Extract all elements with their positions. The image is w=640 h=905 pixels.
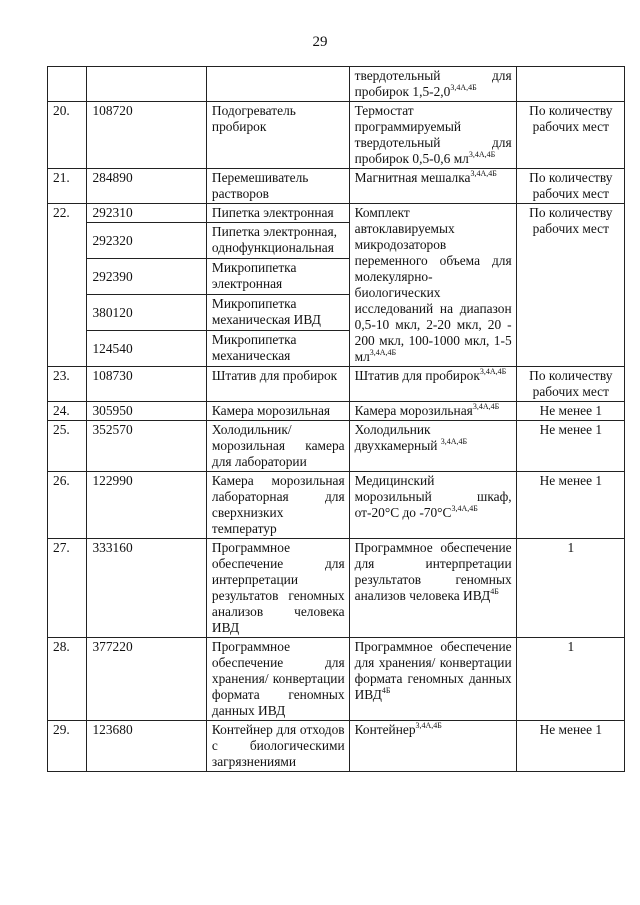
- row-description: Программное обеспечение для хранения/ конвертации формата геномных данных $ИВД^{4Б}$: [349, 638, 516, 721]
- row-description: Комплект автоклавируемых микродозаторов переменного объема для молекулярно-биологических исследований на диапазон 0,5-10 мкл, 2-20 мкл, 20 - 200 мкл, 100-1000 мкл, 1-5 $мл^{3,4А,4Б}$: [349, 204, 516, 367]
- row-name: Программное обеспечение для хранения/ конвертации формата геномных данных ИВД: [206, 638, 349, 721]
- row-code: 333160: [87, 539, 206, 638]
- row-quantity: 1: [516, 539, 624, 638]
- row-quantity: По количеству рабочих мест: [516, 102, 624, 169]
- row-name: Программное обеспечение для интерпретации результатов геномных анализов человека ИВД: [206, 539, 349, 638]
- row-code: 284890: [87, 169, 206, 204]
- table-row: [48, 638, 625, 721]
- table-row: [48, 402, 625, 421]
- row-name: Микропипетка механическая: [206, 331, 349, 367]
- row-code: 292310: [87, 204, 206, 223]
- row-number: 24.: [48, 402, 87, 421]
- row-quantity: [516, 67, 624, 102]
- row-quantity: По количеству рабочих мест: [516, 367, 624, 402]
- row-name: Штатив для пробирок: [206, 367, 349, 402]
- row-number: 20.: [48, 102, 87, 169]
- table-row: [48, 721, 625, 772]
- row-number: 22.: [48, 204, 87, 367]
- row-description: Камера морозильная$^{3,4А,4Б}$: [349, 402, 516, 421]
- row-description: Медицинский морозильный шкаф, от-20°С до $-70^\circ С^{3,4А,4Б}$: [349, 472, 516, 539]
- row-quantity: Не менее 1: [516, 721, 624, 772]
- row-name: Микропипетка механическая ИВД: [206, 295, 349, 331]
- row-code: 108730: [87, 367, 206, 402]
- equipment-table: [47, 66, 625, 772]
- table-row: [48, 421, 625, 472]
- row-number: 25.: [48, 421, 87, 472]
- row-description: Магнитная мешалка$^{3,4А,4Б}$: [349, 169, 516, 204]
- row-description: Программное обеспечение для интерпретации результатов геномных анализов человека $ИВД^{4Б}$: [349, 539, 516, 638]
- row-code: 124540: [87, 331, 206, 367]
- row-quantity: По количеству рабочих мест: [516, 204, 624, 367]
- table-row: [48, 367, 625, 402]
- row-quantity: Не менее 1: [516, 421, 624, 472]
- row-name: Перемешиватель растворов: [206, 169, 349, 204]
- row-code: 292390: [87, 259, 206, 295]
- row-code: [87, 67, 206, 102]
- row-name: [206, 67, 349, 102]
- row-number: 26.: [48, 472, 87, 539]
- row-number: 21.: [48, 169, 87, 204]
- table-row: [48, 169, 625, 204]
- row-code: 377220: [87, 638, 206, 721]
- table-row: [48, 204, 625, 223]
- row-number: [48, 67, 87, 102]
- row-quantity: Не менее 1: [516, 402, 624, 421]
- table-row: [48, 102, 625, 169]
- row-code: 123680: [87, 721, 206, 772]
- row-description: Контейнер$^{3,4А,4Б}$: [349, 721, 516, 772]
- row-code: 305950: [87, 402, 206, 421]
- row-name: Пипетка электронная: [206, 204, 349, 223]
- row-name: Холодильник/морозильная камера для лаборатории: [206, 421, 349, 472]
- page-number: 29: [312, 34, 328, 50]
- row-name: Пипетка электронная, однофункциональная: [206, 223, 349, 259]
- table-row: [48, 472, 625, 539]
- row-code: 108720: [87, 102, 206, 169]
- row-number: 27.: [48, 539, 87, 638]
- row-description: Холодильник двухкамерный $^{3,4А,4Б}$: [349, 421, 516, 472]
- row-code: 352570: [87, 421, 206, 472]
- row-name: Камера морозильная лабораторная для сверхнизких температур: [206, 472, 349, 539]
- table-row: [48, 67, 625, 102]
- row-description: твердотельный для пробирок $1,5-2,0^{3,4А,4Б}$: [349, 67, 516, 102]
- row-code: 380120: [87, 295, 206, 331]
- row-number: 28.: [48, 638, 87, 721]
- row-quantity: По количеству рабочих мест: [516, 169, 624, 204]
- row-name: Камера морозильная: [206, 402, 349, 421]
- row-name: Контейнер для отходов с биологическими загрязнениями: [206, 721, 349, 772]
- row-description: Термостат программируемый твердотельный для пробирок 0,5-0,6 $мл^{3,4А,4Б}$: [349, 102, 516, 169]
- row-code: 292320: [87, 223, 206, 259]
- row-number: 29.: [48, 721, 87, 772]
- row-number: 23.: [48, 367, 87, 402]
- row-name: Микропипетка электронная: [206, 259, 349, 295]
- row-name: Подогреватель пробирок: [206, 102, 349, 169]
- row-description: Штатив для пробирок$^{3,4А,4Б}$: [349, 367, 516, 402]
- row-code: 122990: [87, 472, 206, 539]
- table-row: [48, 539, 625, 638]
- row-quantity: 1: [516, 638, 624, 721]
- row-quantity: Не менее 1: [516, 472, 624, 539]
